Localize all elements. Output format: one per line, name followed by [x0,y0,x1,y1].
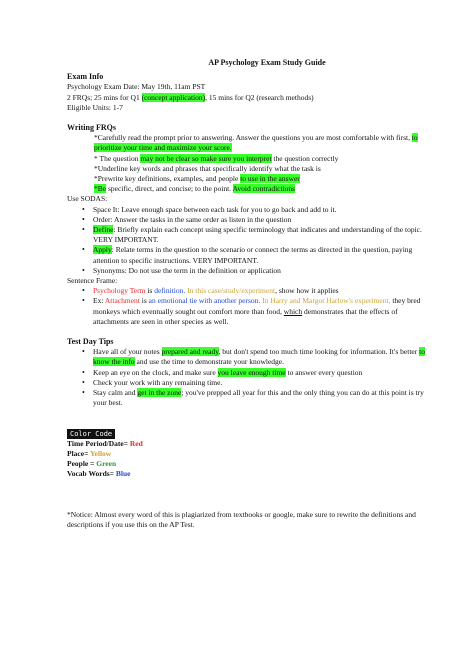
color-code-people-label: People = [67,459,97,469]
sodas-item-text: Synonyms: Do not use the term in the definition or application [93,265,281,275]
sodas-label: Use SODAS: [67,194,108,204]
writing-tip-2-highlight: may not be clear so make sure you interpret [140,153,272,163]
frame-ex-case: In Harry and Margot Harlow's experiment, [260,296,391,306]
sentence-frame-label: Sentence Frame: [67,276,118,286]
color-code-people [67,459,427,469]
tip-text: to answer every question [285,367,363,377]
color-code-vocab [67,469,427,479]
eligible-units-line: Eligible Units: 1-7 [67,102,123,112]
tip-highlight: you leave enough time [217,367,286,377]
frq-timing-line [67,93,427,103]
frame-tail: , show how it applies [275,286,339,296]
writing-tip-5 [67,184,427,194]
writing-tip-2 [67,154,427,164]
writing-frqs-heading: Writing FRQs [67,123,116,133]
writing-tip-4 [67,174,427,184]
writing-tip-2-text-c: the question correctly [271,153,339,163]
frame-is: is [145,286,155,296]
color-code-time-value: Red [129,438,143,448]
list-item [93,296,427,327]
tip-text: Keep an eye on the clock, and make sure [93,367,218,377]
frame-ex-term: Attachment [104,296,140,306]
frame-ex-is: is [139,296,149,306]
exam-info-heading: Exam Info [67,72,104,82]
writing-tip-3: *Underline key words and phrases that specifically identify what the task is [94,163,321,173]
tip-text: Check your work with any remaining time. [93,377,223,387]
sodas-item-text: : Briefly explain each concept using specific terminology that indicates and understanding of the topic. VERY IMPORTANT. [93,225,422,245]
sodas-item-highlight: Define [93,225,114,235]
list-item [93,225,427,245]
writing-tip-5-text: specific, direct, and concise; to the point. [106,184,233,194]
frame-ex-which: which [283,306,303,316]
document-page [67,58,427,530]
frame-ex-tail: they bred monkeys which eventually sought out comfort more than food, [93,296,421,316]
writing-tip-4-highlight: to use in the answer [240,174,300,184]
writing-tip-1-highlight: to prioritize your time and maximize your score. [94,133,418,153]
tip-highlight: to know the info [93,347,425,367]
sodas-list [67,205,427,276]
color-code-label-row [67,429,427,439]
writing-tip-5-highlight-a: *Be [94,184,107,194]
frq-timing-a: 2 FRQs; 25 mins for Q1 [67,92,142,102]
color-code-label: Color Code [67,429,115,439]
frq-timing-c: , 15 mins for Q2 (research methods) [205,92,314,102]
writing-tip-5-highlight-c: Avoid contradictions [232,184,296,194]
list-item [93,368,427,378]
frame-case: In this case/study/experiment [185,286,276,296]
list-item [93,286,427,296]
writing-tip-4-text: *Prewrite key definitions, examples, and people [94,174,241,184]
tip-text: ; you've prepped all year for this and the only thing you can do at this point is try your best. [93,388,424,408]
list-item [93,378,427,388]
tip-highlight: get in the zone [137,388,182,398]
list-item [93,266,427,276]
color-code-place [67,449,427,459]
frq-timing-highlight: (concept application) [141,92,206,102]
sodas-item-text: : Relate terms in the question to the scenario or connect the terms as directed in the question, paying attention to specific instructions. VERY IMPORTANT. [93,245,413,265]
frame-ex-definition: an emotional tie with another person. [148,296,261,306]
sodas-item-text: Space It: Leave enough space between each task for you to go back and add to it. [93,204,337,214]
notice-text: *Notice: Almost every word of this is plagiarized from textbooks or google, make sure to rewrite the definitions and descriptions if you use this on the AP Test. [67,509,416,529]
sodas-item-highlight: Apply [93,245,112,255]
frame-ex-prefix: Ex: [93,296,105,306]
writing-tip-2-text-a: * The question [94,153,141,163]
writing-tip-1 [67,133,427,153]
tip-text: , but don't spend too much time looking for information. It's better [218,347,420,357]
list-item [93,205,427,215]
list-item [93,388,427,408]
frame-definition: definition. [154,286,186,296]
tip-text: Stay calm and [93,388,138,398]
tip-text: Have all of your notes [93,347,162,357]
test-day-list [67,347,427,408]
color-code-vocab-label: Vocab Words= [67,469,116,479]
writing-tip-1-text: *Carefully read the prompt prior to answering. Answer the questions you are most comfortable with first, [94,133,412,143]
list-item [93,245,427,265]
color-code-people-value: Green [96,459,117,469]
exam-date-line: Psychology Exam Date: May 19th, 11am PST [67,82,206,92]
color-code-vocab-value: Blue [115,469,131,479]
frame-term: Psychology Term [93,286,146,296]
color-code-place-label: Place= [67,448,90,458]
tip-text: and use the time to demonstrate your knowledge. [134,357,285,367]
color-code-place-value: Yellow [89,448,112,458]
tip-highlight: prepared and ready [161,347,219,357]
sentence-frame-list [67,286,427,327]
frame-ex-tail-end: demonstrates that the effects of attachments are seen in other species as well. [93,306,398,326]
sodas-item-text: Order: Answer the tasks in the same order as listen in the question [93,214,292,224]
list-item [93,215,427,225]
page-title: AP Psychology Exam Study Guide [208,58,326,67]
list-item [93,347,427,367]
color-code-time [67,439,427,449]
color-code-time-label: Time Period/Date= [67,438,130,448]
test-day-heading: Test Day Tips [67,337,114,347]
